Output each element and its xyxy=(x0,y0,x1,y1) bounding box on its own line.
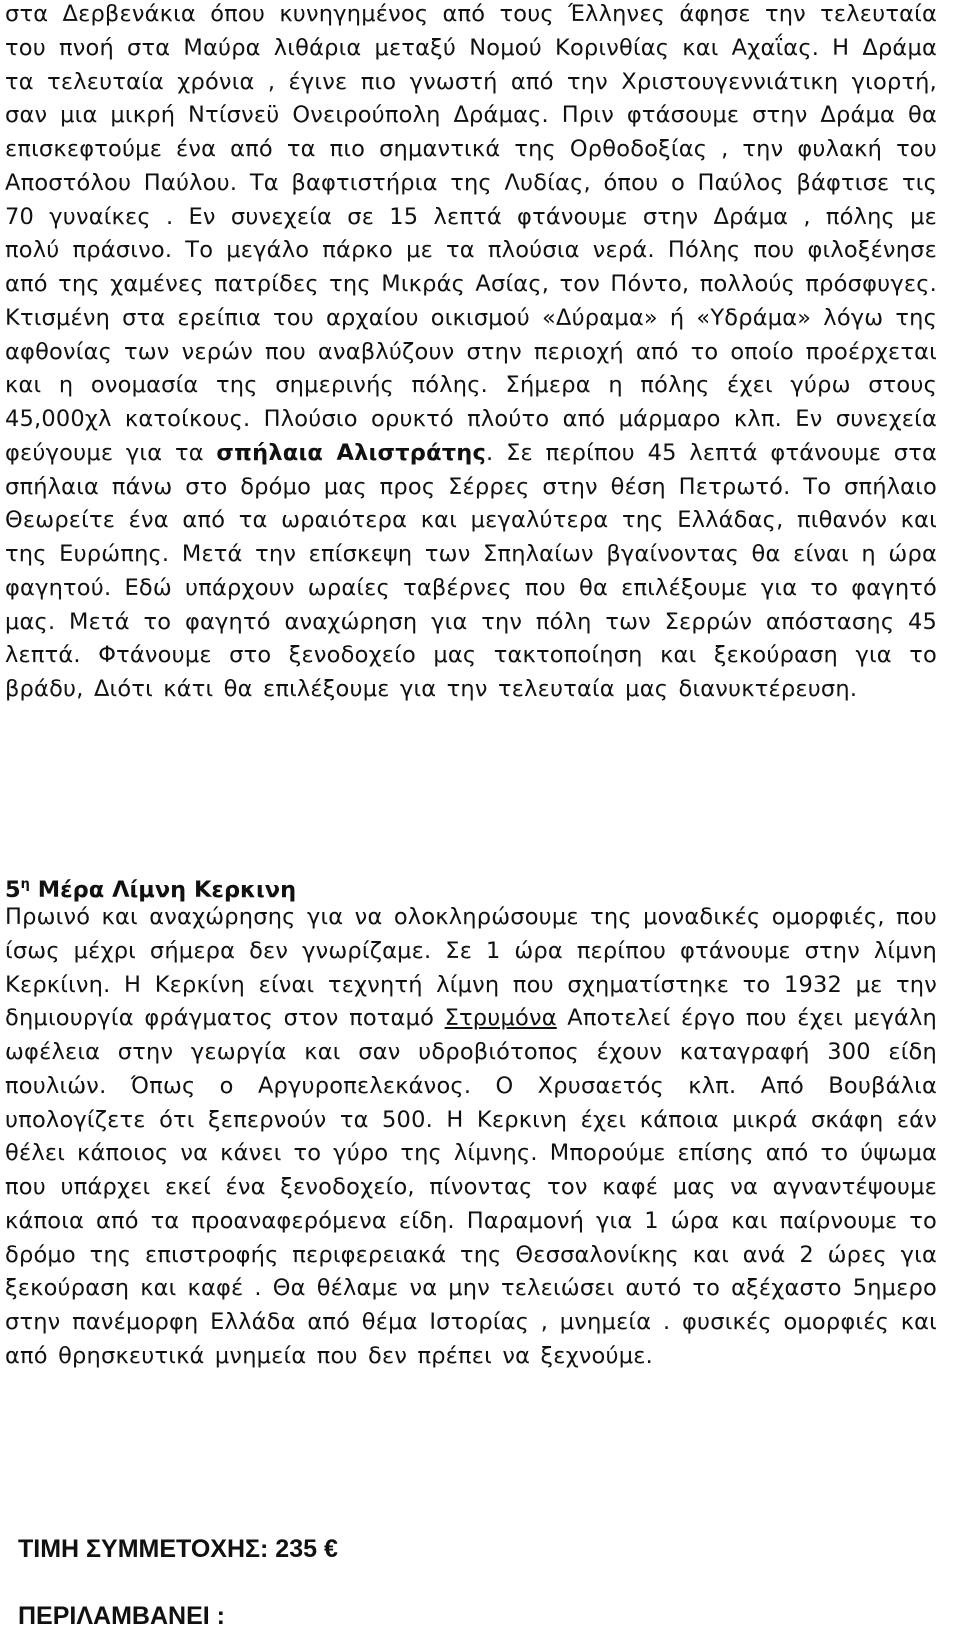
day4-paragraph xyxy=(5,0,937,707)
strymonas-river-link[interactable]: Στρυμόνα xyxy=(444,1005,557,1032)
day4-text-part1: στα Δερβενάκια όπου κυνηγημένος από τους Έλληνες άφησε την τελευταία του πνοή στα Μαύρα λιθάρια μεταξύ Νομού Κορινθίας και Αχαΐας. Η Δράμα τα τελευταία χρόνια , έγινε πιο γνωστή από την Χριστουγεννιάτικη γιορτή, σαν μια μικρή Ντίσνεϋ Ονειρούπολη Δράμας. Πριν φτάσουμε στην Δράμα θα επισκεφτούμε ένα από τα πιο σημαντικά της Ορθοδοξίας , την φυλακή του Αποστόλου Παύλου. Τα βαφτιστήρια της Λυδίας, όπου ο Παύλος βάφτισε τις 70 γυναίκες . Εν συνεχεία σε 15 λεπτά φτάνουμε στην Δράμα , πόλης με πολύ πράσινο. Το μεγάλο πάρκο με τα πλούσια νερά. Πόλης που φιλοξένησε από της χαμένες πατρίδες της Μικράς Ασίας, τον Πόντο, πολλούς πρόσφυγες. Κτισμένη στα ερείπια του αρχαίου οικισμού «Δύραμα» ή «Υδράμα» λόγω της αφθονίας των νερών που αναβλύζουν στην περιοχή από το οποίο προέρχεται και η ονομασία της σημερινής πόλης. Σήμερα η πόλης έχει γύρω στους 45,000χλ κατοίκους. Πλούσιο ορυκτό πλούτο από μάρμαρο κλπ. Εν συνεχεία φεύγουμε για τα xyxy=(5,1,937,466)
day5-number: 5 xyxy=(5,877,21,903)
day5-text-part1: Πρωινό και αναχώρησης για να ολοκληρώσουμε της μοναδικές ομορφιές, που ίσως μέχρι σήμερα δεν γνωρίζαμε. Σε 1 ώρα περίπου φτάνουμε στην λίμνη Κερκίινη. Η Κερκίνη είναι τεχνητή λίμνη που σχηματίστηκε το 1932 με την δημιουργία φράγματος στον ποταμό xyxy=(5,904,937,1032)
day5-title: Μέρα Λίμνη Κερκινη xyxy=(37,877,297,903)
participation-price: ΤΙΜΗ ΣΥΜΜΕΤΟΧΗΣ: 235 € xyxy=(18,1535,338,1563)
day4-text-part2: . Σε περίπου 45 λεπτά φτάνουμε στα σπήλαια πάνω στο δρόμο μας προς Σέρρες στην θέση Πετρωτό. Το σπήλαιο Θεωρείτε ένα από τα ωραιότερα και μεγαλύτερα της Ελλάδας, πιθανόν και της Ευρώπης. Μετά την επίσκεψη των Σπηλαίων βγαίνοντας θα είναι η ώρα φαγητού. Εδώ υπάρχουν ωραίες ταβέρνες που θα επιλέξουμε για το φαγητό μας. Μετά το φαγητό αναχώρηση για την πόλη των Σερρών απόστασης 45 λεπτά. Φτάνουμε στο ξενοδοχείο μας τακτοποίηση και ξεκούραση για το βράδυ, Διότι κάτι θα επιλέξουμε για την τελευταία μας διανυκτέρευση. xyxy=(5,439,937,702)
alistrati-caves-name: σπήλαια Αλιστράτης xyxy=(216,439,487,466)
day5-ordinal-suffix: η xyxy=(20,877,30,892)
day5-text-part2: Αποτελεί έργο που έχει μεγάλη ωφέλεια στην γεωργία και σαν υδροβιότοπος έχουν καταγραφή 300 είδη πουλιών. Όπως ο Αργυροπελεκάνος. Ο Χρυσαετός κλπ. Από Βουβάλια υπολογίζετε ότι ξεπερνούν τα 500. Η Κερκινη έχει κάποια μικρά σκάφη εάν θέλει κάποιος να κάνει το γύρο της λίμνης. Μπορούμε επίσης από το ύψωμα που υπάρχει εκεί ένα ξενοδοχείο, πίνοντας τον καφέ μας να αγναντέψουμε κάποια από τα προαναφερόμενα είδη. Παραμονή για 1 ώρα και παίρνουμε το δρόμο της επιστροφής περιφερειακά της Θεσσαλονίκης και ανά 2 ώρες για ξεκούραση και καφέ . Θα θέλαμε να μην τελειώσει αυτό το αξέχαστο 5ημερο στην πανέμορφη Ελλάδα από θέμα Ιστορίας , μνημεία . φυσικές ομορφιές και από θρησκευτικά μνημεία που δεν πρέπει να ξεχνούμε. xyxy=(5,1005,937,1369)
includes-heading: ΠΕΡΙΛΑΜΒΑΝΕΙ : xyxy=(18,1602,225,1630)
day5-paragraph xyxy=(5,901,937,1374)
